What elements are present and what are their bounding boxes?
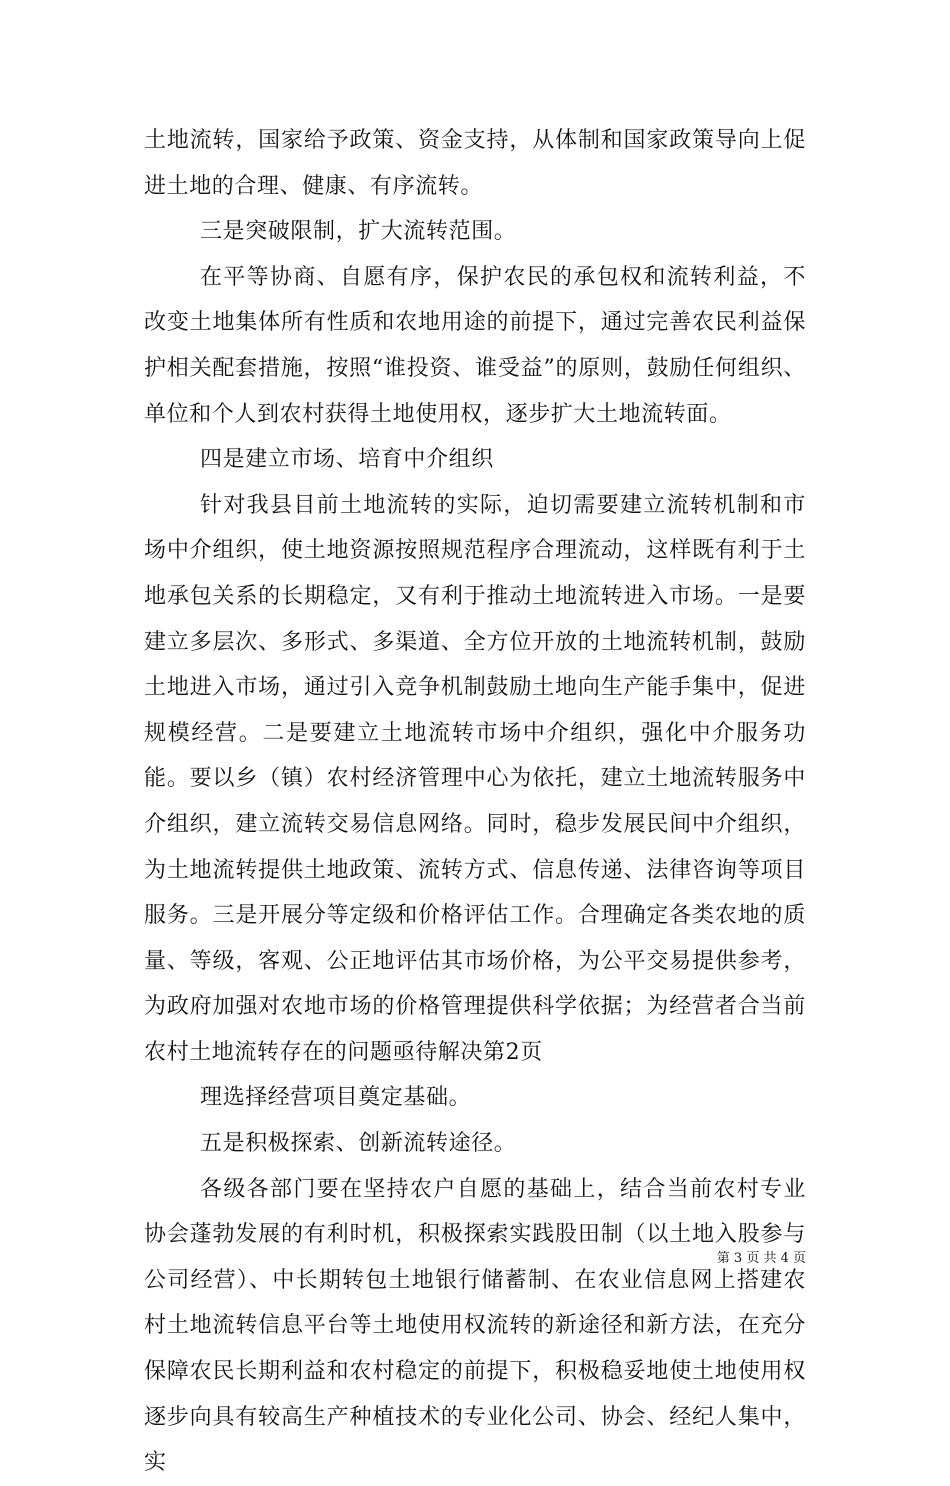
paragraph-8: 各级各部门要在坚持农户自愿的基础上，结合当前农村专业协会蓬勃发展的有利时机，积极探索实践股田制（以土地入股参与公司经营）、中长期转包土地银行储蓄制、在农业信息网上搭建农村土地流转信息平台等土地使用权流转的新途径和新方法，在充分保障农民长期利益和农村稳定的前提下，积极稳妥地使土地使用权逐步向具有较高生产种植技术的专业化公司、协会、经纪人集中，实	[144, 1176, 806, 1476]
paragraph-5: 针对我县目前土地流转的实际，迫切需要建立流转机制和市场中介组织，使土地资源按照规范程序合理流动，这样既有利于土地承包关系的长期稳定，又有利于推动土地流转进入市场。一是要建立多层次、多形式、多渠道、全方位开放的土地流转机制，鼓励土地进入市场，通过引入竞争机制鼓励土地向生产能手集中，促进规模经营。二是要建立土地流转市场中介组织，强化中介服务功能。要以乡（镇）农村经济管理中心为依托，建立土地流转服务中介组织，建立流转交易信息网络。同时，稳步发展民间中介组织，为土地流转提供土地政策、流转方式、信息传递、法律咨询等项目服务。三是开展分等定级和价格评估工作。合理确定各类农地的质量、等级，客观、公正地评估其市场价格，为公平交易提供参考，为政府加强对农地市场的价格管理提供科学依据；为经营者合当前农村土地流转存在的问题亟待解决第2页	[144, 492, 806, 1065]
paragraph-1: 土地流转，国家给予政策、资金支持，从体制和国家政策导向上促进土地的合理、健康、有序流转。	[144, 128, 806, 199]
page-number-footer: 第 3 页 共 4 页	[716, 1251, 806, 1266]
paragraph-7-heading: 五是积极探索、创新流转途径。	[200, 1131, 517, 1157]
paragraph-6: 理选择经营项目奠定基础。	[200, 1085, 472, 1111]
paragraph-4-heading: 四是建立市场、培育中介组织	[200, 447, 494, 473]
document-body	[144, 118, 806, 1486]
paragraph-2-heading: 三是突破限制，扩大流转范围。	[200, 219, 517, 245]
paragraph-3: 在平等协商、自愿有序，保护农民的承包权和流转利益，不改变土地集体所有性质和农地用途的前提下，通过完善农民利益保护相关配套措施，按照“谁投资、谁受益”的原则，鼓励任何组织、单位和个人到农村获得土地使用权，逐步扩大土地流转面。	[144, 264, 806, 427]
